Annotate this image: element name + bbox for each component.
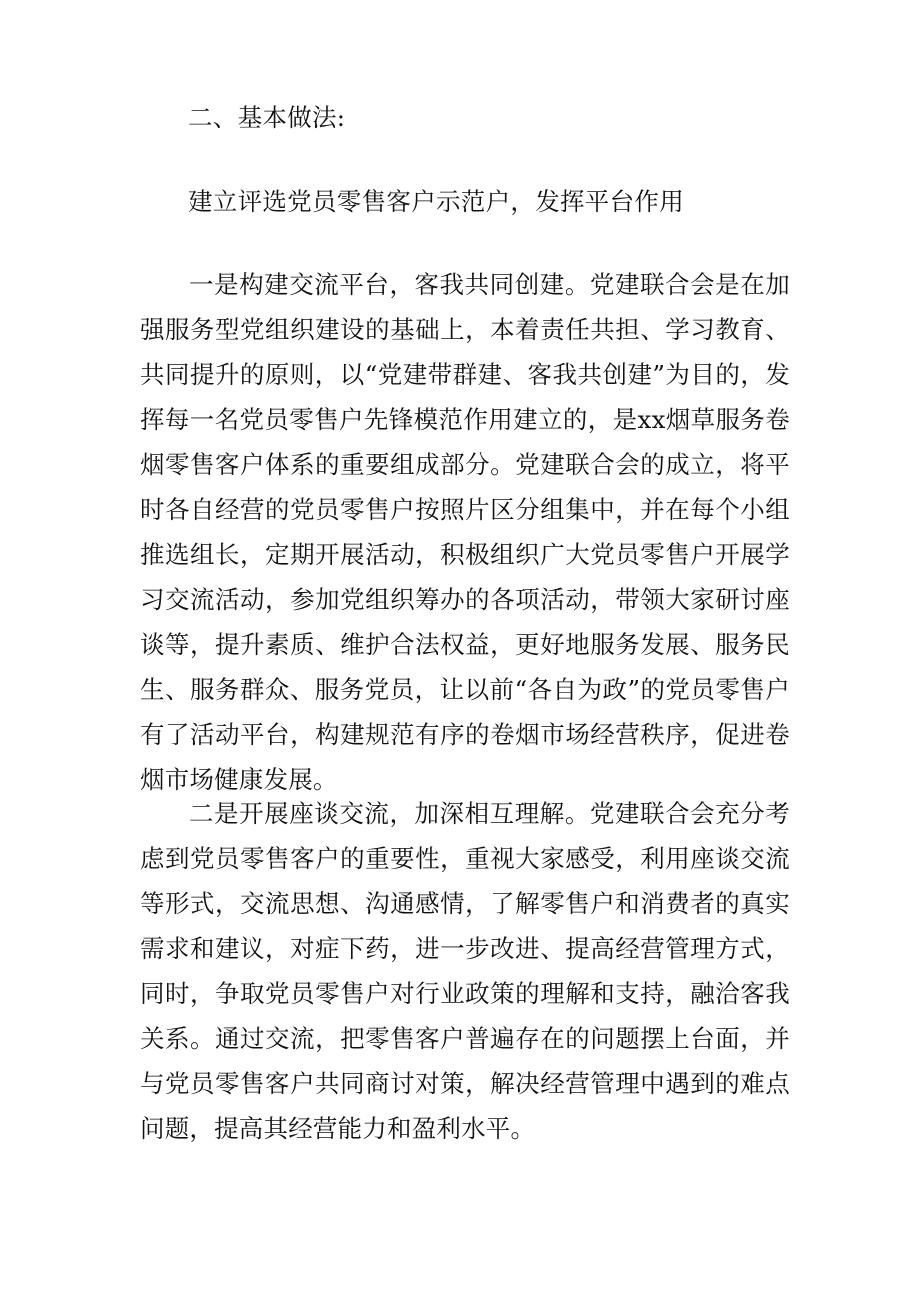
paragraph-platform: 一是构建交流平台，客我共同创建。党建联合会是在加强服务型党组织建设的基础上，本着责任共担、学习教育、共同提升的原则，以“党建带群建、客我共创建”为目的，发挥每一名党员零售户先锋模范作用建立的，是xx烟草服务卷烟零售客户体系的重要组成部分。党建联合会的成立，将平时各自经营的党员零售户按照片区分组集中，并在每个小组推选组长，定期开展活动，积极组织广大党员零售户开展学习交流活动，参加党组织筹办的各项活动，带领大家研讨座谈等，提升素质、维护合法权益，更好地服务发展、服务民生、服务群众、服务党员，让以前“各自为政”的党员零售户有了活动平台，构建规范有序的卷烟市场经营秩序，促进卷烟市场健康发展。: [140, 270, 790, 794]
section-heading: 二、基本做法:: [188, 103, 346, 132]
sub-heading: 建立评选党员零售客户示范户，发挥平台作用: [188, 187, 684, 216]
paragraph-exchange: 二是开展座谈交流，加深相互理解。党建联合会充分考虑到党员零售客户的重要性，重视大家感受，利用座谈交流等形式，交流思想、沟通感情，了解零售户和消费者的真实需求和建议，对症下药，进一步改进、提高经营管理方式，同时，争取党员零售户对行业政策的理解和支持，融洽客我关系。通过交流，把零售客户普遍存在的问题摆上台面，并与党员零售客户共同商讨对策，解决经营管理中遇到的难点问题，提高其经营能力和盈利水平。: [140, 799, 790, 1143]
